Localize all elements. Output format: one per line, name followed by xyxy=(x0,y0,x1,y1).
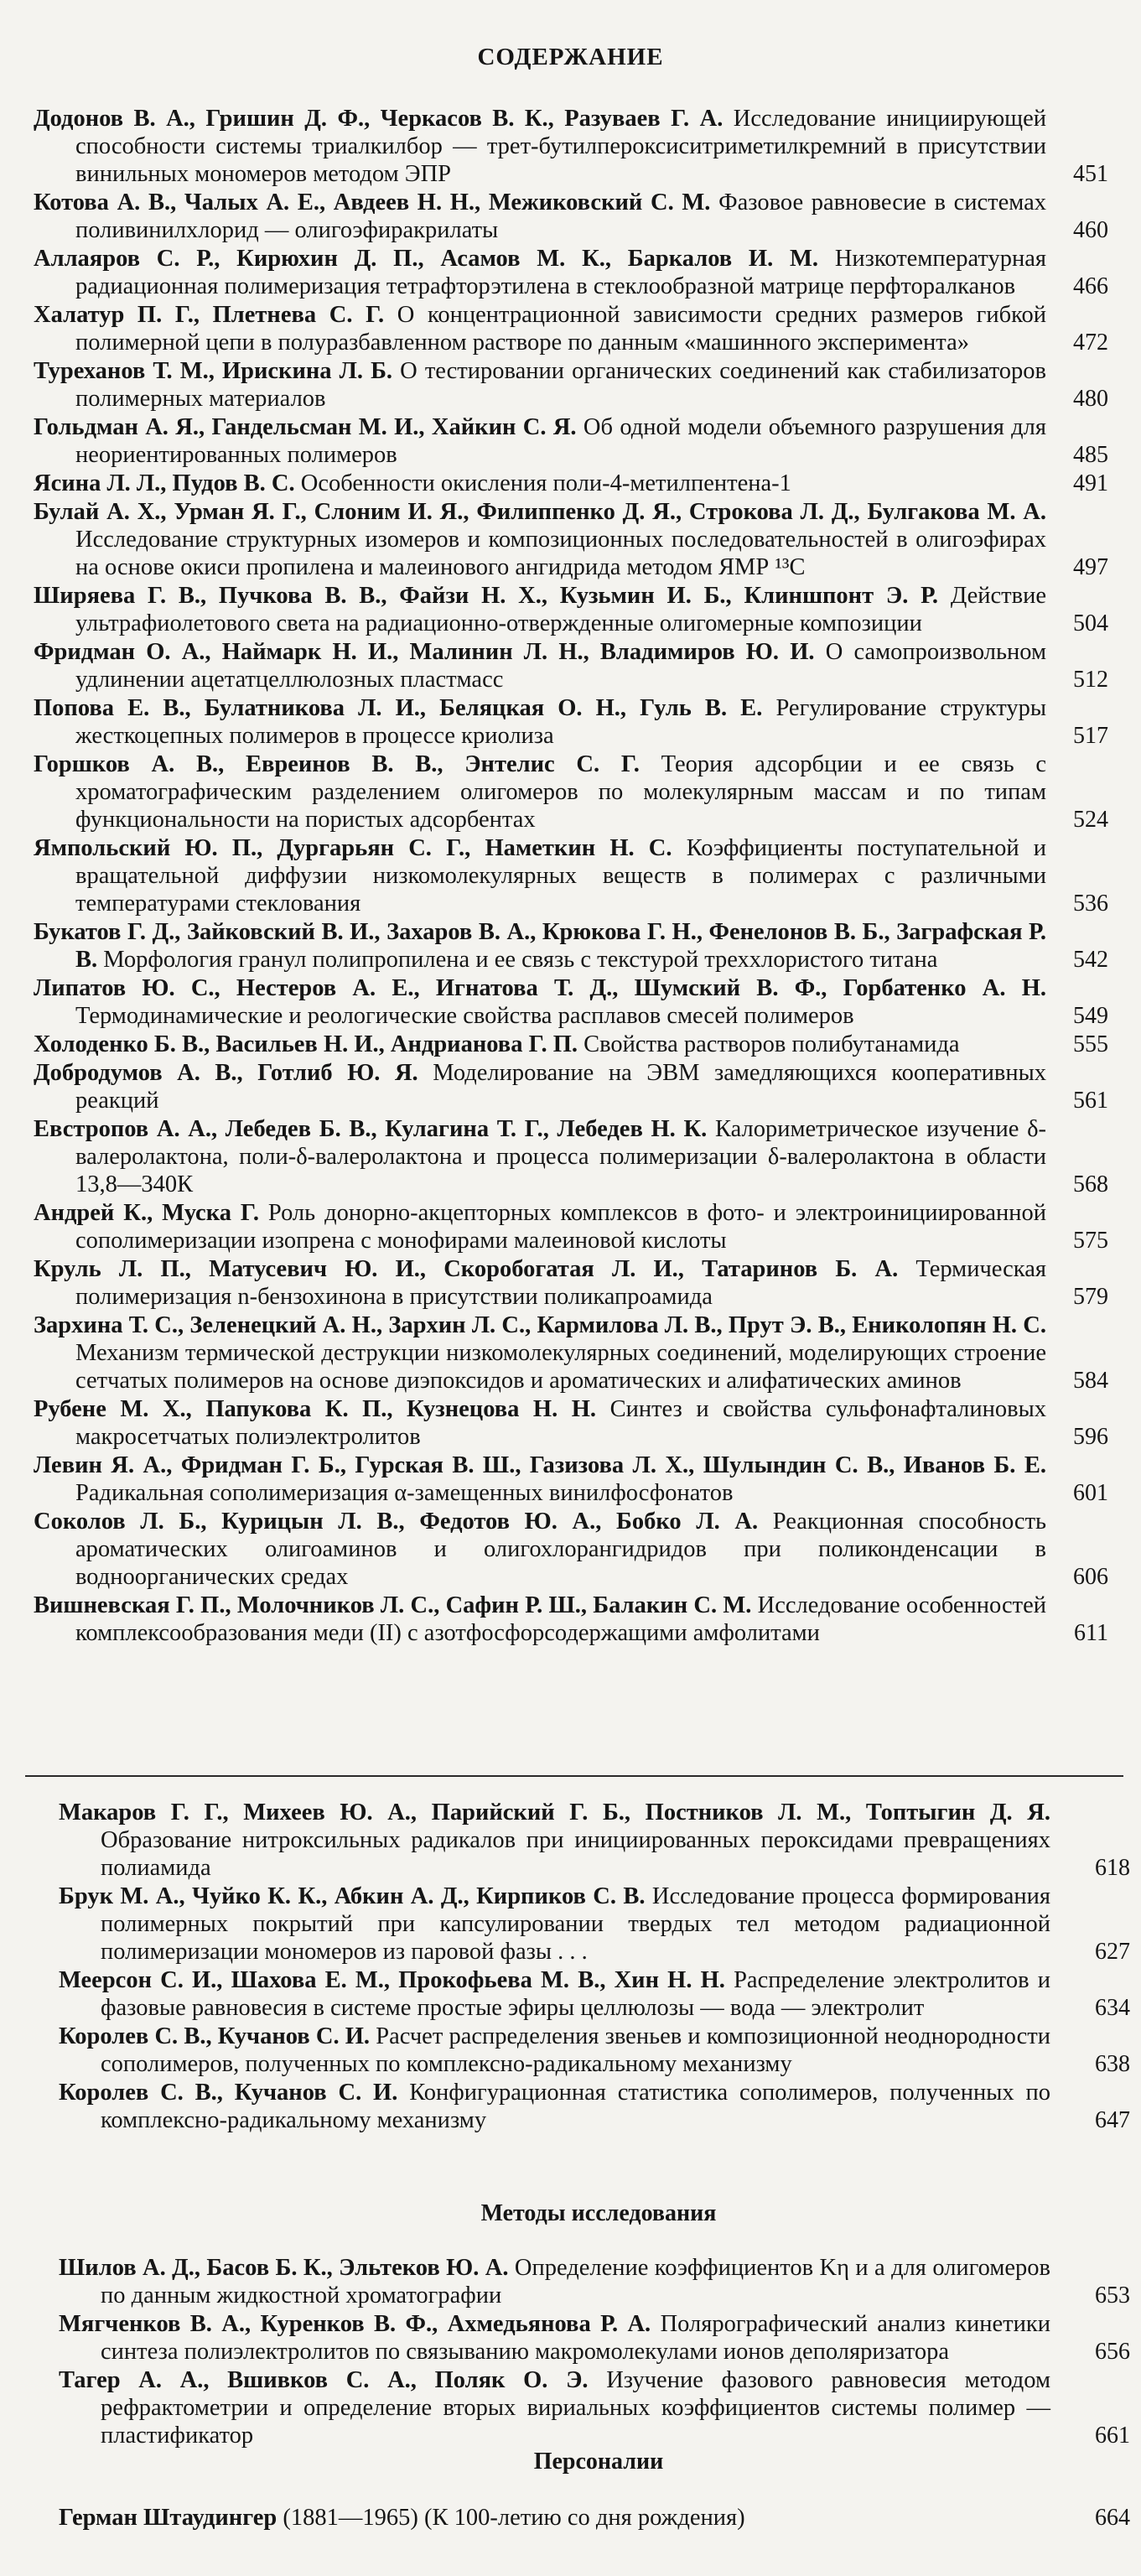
toc-entry xyxy=(34,1031,1138,1058)
entry-title: Теория адсорбции и ее связь с хроматографическим разделением олигомеров по молекулярным массам и по типам функциональности на пористых адсорбентах xyxy=(75,751,1047,833)
entry-text xyxy=(59,2254,1050,2309)
entry-page-number: 504 xyxy=(1073,610,1108,636)
entry-text xyxy=(34,694,1046,750)
entry-title: Особенности окисления поли-4-метилпентена-1 xyxy=(300,470,791,496)
persons-subheading: Персоналии xyxy=(533,2449,664,2475)
entry-authors: Холоденко Б. В., Васильев Н. И., Андрианова Г. П. xyxy=(34,1031,578,1057)
entry-text xyxy=(34,1592,1046,1647)
entry-authors: Брук М. А., Чуйко К. К., Абкин А. Д., Кирпиков С. В. xyxy=(59,1883,646,1909)
entry-text xyxy=(59,2310,1050,2366)
entry-text xyxy=(34,357,1046,413)
entry-text xyxy=(34,1255,1046,1311)
entry-page-number: 618 xyxy=(1095,1855,1130,1881)
entry-page-number: 575 xyxy=(1073,1228,1108,1254)
entry-text xyxy=(34,834,1046,917)
entry-page-number: 664 xyxy=(1095,2505,1130,2531)
entry-authors: Липатов Ю. С., Нестеров А. Е., Игнатова Т. Д., Шумский В. Ф., Горбатенко А. Н. xyxy=(34,975,1046,1001)
entry-text xyxy=(34,1508,1046,1591)
entry-authors: Рубене М. Х., Папукова К. П., Кузнецова Н. Н. xyxy=(34,1396,597,1422)
entry-page-number: 584 xyxy=(1073,1368,1108,1394)
entry-page-number: 451 xyxy=(1073,161,1108,187)
entry-authors: Аллаяров С. Р., Кирюхин Д. П., Асамов М. К., Баркалов И. М. xyxy=(34,246,819,272)
entry-text xyxy=(34,750,1046,834)
toc-entry xyxy=(34,301,1138,356)
entry-authors: Мягченков В. А., Куренков В. Ф., Ахмедьянова Р. А. xyxy=(59,2311,651,2337)
entry-page-number: 466 xyxy=(1073,273,1108,299)
entry-text xyxy=(34,470,1046,497)
toc-entry xyxy=(34,750,1138,834)
entry-authors: Королев С. В., Кучанов С. И. xyxy=(59,2023,371,2049)
entry-title: Радикальная сополимеризация α-замещенных винилфосфонатов xyxy=(75,1480,734,1506)
entry-authors: Зархина Т. С., Зеленецкий А. Н., Зархин Л. С., Кармилова Л. В., Прут Э. В., Ениколопян Н. С. xyxy=(34,1312,1046,1338)
toc-entry xyxy=(59,1883,1138,1966)
entry-title: Термическая полимеризация n-бензохинона в присутствии поликапроамида xyxy=(75,1256,1046,1310)
toc-entry xyxy=(34,1199,1138,1254)
entry-text xyxy=(59,2023,1050,2078)
entry-page-number: 661 xyxy=(1095,2423,1130,2449)
entry-title: Полярографический анализ кинетики синтеза полиэлектролитов по связыванию макромолекулами ионов деполяризатора xyxy=(101,2311,1050,2365)
entry-authors: Вишневская Г. П., Молочников Л. С., Сафин Р. Ш., Балакин С. М. xyxy=(34,1592,752,1618)
entry-text xyxy=(59,1966,1050,2022)
entry-title: Фазовое равновесие в системах поливинилхлорид — олигоэфиракрилаты xyxy=(75,190,1047,243)
toc-entry xyxy=(34,1115,1138,1198)
entry-page-number: 627 xyxy=(1095,1939,1130,1965)
entry-page-number: 485 xyxy=(1073,442,1108,468)
toc-entry xyxy=(59,2310,1138,2366)
toc-persons-section xyxy=(59,2504,1138,2532)
entry-title: Действие ультрафиолетового света на радиационно-отвержденные олигомерные композиции xyxy=(75,583,1046,636)
entry-authors: Котова А. В., Чалых А. Е., Авдеев Н. Н., Межиковский С. М. xyxy=(34,190,711,216)
entry-title: Термодинамические и реологические свойства расплавов смесей полимеров xyxy=(75,1003,854,1029)
entry-text xyxy=(34,1031,1046,1058)
entry-text xyxy=(34,245,1046,300)
entry-page-number: 480 xyxy=(1073,386,1108,412)
entry-text xyxy=(34,638,1046,693)
entry-authors: Королев С. В., Кучанов С. И. xyxy=(59,2080,398,2106)
toc-entry xyxy=(59,2504,1138,2532)
entry-authors: Булай А. Х., Урман Я. Г., Слоним И. Я., Филиппенко Д. Я., Строкова Л. Д., Булгакова М. А. xyxy=(34,499,1046,525)
toc-entry xyxy=(34,105,1138,188)
entry-page-number: 653 xyxy=(1095,2283,1130,2309)
entry-text xyxy=(34,582,1046,637)
entry-title: Регулирование структуры жесткоцепных полимеров в процессе криолиза xyxy=(75,695,1047,749)
entry-text xyxy=(59,2079,1050,2134)
entry-title: Роль донорно-акцепторных комплексов в фото- и электроинициированной сополимеризации изопрена с монофирами малеиновой кислоты xyxy=(75,1200,1046,1254)
entry-authors: Додонов В. А., Гришин Д. Ф., Черкасов В. К., Разуваев Г. А. xyxy=(34,106,723,132)
entry-text xyxy=(34,1199,1046,1254)
entry-title: Низкотемпературная радиационная полимеризация тетрафторэтилена в стеклообразной матрице перфторалканов xyxy=(75,246,1047,299)
toc-entry xyxy=(34,1255,1138,1311)
entry-page-number: 638 xyxy=(1095,2051,1130,2077)
entry-title: Об одной модели объемного разрушения для неориентированных полимеров xyxy=(75,414,1047,468)
entry-title: Моделирование на ЭВМ замедляющихся кооперативных реакций xyxy=(75,1060,1046,1114)
entry-page-number: 517 xyxy=(1073,723,1108,749)
entry-title: Изучение фазового равновесия методом рефрактометрии и определение вторых вириальных коэффициентов системы полимер — пластификатор xyxy=(101,2367,1051,2449)
entry-text xyxy=(34,1311,1046,1394)
entry-page-number: 647 xyxy=(1095,2107,1130,2133)
toc-entry xyxy=(34,357,1138,413)
toc-entry xyxy=(34,413,1138,469)
entry-page-number: 542 xyxy=(1073,947,1108,973)
entry-authors: Халатур П. Г., Плетнева С. Г. xyxy=(34,302,385,328)
entry-authors: Макаров Г. Г., Михеев Ю. А., Парийский Г. Б., Постников Л. М., Топтыгин Д. Я. xyxy=(59,1800,1050,1826)
entry-page-number: 579 xyxy=(1073,1284,1108,1310)
entry-title: Реакционная способность ароматических олигоаминов и олигохлорангидридов при поликонденсации в водноорганических средах xyxy=(75,1509,1047,1590)
entry-title: Распределение электролитов и фазовые равновесия в системе простые эфиры целлюлозы — вода — электролит xyxy=(101,1967,1050,2021)
entry-title: Морфология гранул полипропилена и ее связь с текстурой треххлористого титана xyxy=(103,947,938,973)
entry-text xyxy=(34,974,1046,1030)
entry-authors: Ясина Л. Л., Пудов В. С. xyxy=(34,470,295,496)
entry-page-number: 555 xyxy=(1073,1031,1108,1057)
entry-authors: Меерсон С. И., Шахова Е. М., Прокофьева М. В., Хин Н. Н. xyxy=(59,1967,725,1993)
entry-authors: Букатов Г. Д., Зайковский В. И., Захаров В. А., Крюкова Г. Н., Фенелонов В. Б., Заграфская Р. В. xyxy=(34,919,1046,973)
entry-authors: Герман Штаудингер xyxy=(59,2505,277,2531)
toc-entry xyxy=(59,1966,1138,2022)
section-divider xyxy=(25,1775,1123,1777)
methods-subheading: Методы исследования xyxy=(480,2200,717,2226)
entry-authors: Ямпольский Ю. П., Дургарьян С. Г., Наметкин Н. С. xyxy=(34,835,672,861)
entry-text xyxy=(59,2504,1050,2532)
entry-text xyxy=(34,301,1046,356)
entry-text xyxy=(59,1799,1050,1882)
toc-entry xyxy=(34,582,1138,637)
entry-text xyxy=(34,498,1046,581)
entry-authors: Туреханов Т. М., Ирискина Л. Б. xyxy=(34,358,393,384)
entry-page-number: 634 xyxy=(1095,1995,1130,2021)
toc-entry xyxy=(34,834,1138,917)
entry-page-number: 472 xyxy=(1073,330,1108,356)
entry-page-number: 568 xyxy=(1073,1171,1108,1197)
entry-title: Калориметрическое изучение δ-валеролактона, поли-δ-валеролактона и процесса полимеризации δ-валеролактона в области 13,8—340К xyxy=(75,1116,1047,1197)
entry-page-number: 606 xyxy=(1073,1564,1108,1590)
entry-title: Механизм термической деструкции низкомолекулярных соединений, моделирующих строение сетчатых полимеров на основе диэпоксидов и ароматических и алифатических аминов xyxy=(75,1340,1046,1394)
toc-entry xyxy=(59,1799,1138,1882)
entry-title: Исследование инициирующей способности системы триалкилбор — трет-бутилпероксиситриметилкремний в присутствии винильных мономеров методом ЭПР xyxy=(75,106,1047,187)
toc-entry xyxy=(59,2366,1138,2449)
toc-entry xyxy=(34,974,1138,1030)
entry-authors: Круль Л. П., Матусевич Ю. И., Скоробогатая Л. И., Татаринов Б. А. xyxy=(34,1256,899,1282)
entry-title: Исследование структурных изомеров и композиционных последовательностей в олигоэфирах на основе окиси пропилена и малеинового ангидрида методом ЯМР ¹³С xyxy=(75,527,1046,580)
toc-entry xyxy=(34,189,1138,244)
entry-page-number: 491 xyxy=(1073,470,1108,496)
entry-page-number: 460 xyxy=(1073,217,1108,243)
entry-text xyxy=(34,189,1046,244)
entry-title: Расчет распределения звеньев и композиционной неоднородности сополимеров, полученных по комплексно-радикальному механизму xyxy=(101,2023,1051,2077)
toc-entry xyxy=(34,918,1138,974)
toc-entry xyxy=(34,1059,1138,1114)
entry-title: Свойства растворов полибутанамида xyxy=(583,1031,960,1057)
entry-page-number: 611 xyxy=(1074,1620,1108,1646)
toc-entry xyxy=(34,1508,1138,1591)
entry-text xyxy=(34,1059,1046,1114)
toc-entry xyxy=(34,498,1138,581)
toc-entry xyxy=(59,2254,1138,2309)
toc-entry xyxy=(34,1311,1138,1394)
entry-title: Исследование процесса формирования полимерных покрытий при капсулировании твердых тел методом радиационной полимеризации мономеров из паровой фазы . . . xyxy=(101,1883,1051,1965)
entry-title: Определение коэффициентов Kη и a для олигомеров по данным жидкостной хроматографии xyxy=(101,2255,1050,2309)
entry-page-number: 512 xyxy=(1073,667,1108,693)
entry-authors: Попова Е. В., Булатникова Л. И., Беляцкая О. Н., Гуль В. Е. xyxy=(34,695,763,721)
entry-authors: Шилов А. Д., Басов Б. К., Эльтеков Ю. А. xyxy=(59,2255,509,2281)
entry-title: Образование нитроксильных радикалов при инициированных пероксидами превращениях полиамида xyxy=(101,1827,1050,1881)
entry-page-number: 596 xyxy=(1073,1424,1108,1450)
toc-entry xyxy=(34,638,1138,693)
entry-authors: Горшков А. В., Евреинов В. В., Энтелис С. Г. xyxy=(34,751,640,777)
entry-title: О самопроизвольном удлинении ацетатцеллюлозных пластмасс xyxy=(75,639,1046,693)
entry-title: (1881—1965) (К 100-летию со дня рождения) xyxy=(283,2505,745,2531)
entry-title: О концентрационной зависимости средних размеров гибкой полимерной цепи в полуразбавленном растворе по данным «машинного эксперимента» xyxy=(75,302,1046,356)
toc-methods-section xyxy=(59,2254,1138,2450)
toc-entry xyxy=(59,2023,1138,2078)
toc-entry xyxy=(34,1395,1138,1451)
entry-page-number: 536 xyxy=(1073,891,1108,917)
toc-short-communications xyxy=(59,1799,1138,2135)
toc-entry xyxy=(34,245,1138,300)
entry-text xyxy=(34,918,1046,974)
entry-authors: Соколов Л. Б., Курицын Л. В., Федотов Ю. А., Бобко Л. А. xyxy=(34,1509,759,1535)
entry-text xyxy=(59,1883,1050,1966)
entry-title: Исследование особенностей комплексообразования меди (II) с азотфосфорсодержащими амфолитами xyxy=(75,1592,1046,1646)
entry-authors: Ширяева Г. В., Пучкова В. В., Файзи Н. Х., Кузьмин И. Б., Клиншпонт Э. Р. xyxy=(34,583,939,609)
entry-authors: Евстропов А. А., Лебедев Б. В., Кулагина Т. Г., Лебедев Н. К. xyxy=(34,1116,708,1142)
entry-authors: Тагер А. А., Вшивков С. А., Поляк О. Э. xyxy=(59,2367,589,2393)
entry-text xyxy=(34,1395,1046,1451)
entry-page-number: 549 xyxy=(1073,1003,1108,1029)
toc-main-section xyxy=(34,105,1138,1648)
entry-authors: Левин Я. А., Фридман Г. Б., Гурская В. Ш., Газизова Л. Х., Шулындин С. В., Иванов Б. Е. xyxy=(34,1452,1046,1478)
entry-text xyxy=(59,2366,1050,2449)
entry-page-number: 656 xyxy=(1095,2339,1130,2365)
entry-authors: Гольдман А. Я., Гандельсман М. И., Хайкин С. Я. xyxy=(34,414,577,440)
entry-title: О тестировании органических соединений как стабилизаторов полимерных материалов xyxy=(75,358,1047,412)
entry-text xyxy=(34,413,1046,469)
entry-title: Конфигурационная статистика сополимеров, полученных по комплексно-радикальному механизму xyxy=(101,2080,1051,2133)
entry-page-number: 561 xyxy=(1073,1088,1108,1114)
toc-entry xyxy=(59,2079,1138,2134)
entry-page-number: 601 xyxy=(1073,1480,1108,1506)
entry-page-number: 497 xyxy=(1073,554,1108,580)
entry-title: Коэффициенты поступательной и вращательной диффузии низкомолекулярных веществ в полимерах с различными температурами стеклования xyxy=(75,835,1047,917)
entry-text xyxy=(34,105,1046,188)
entry-title: Синтез и свойства сульфонафталиновых макросетчатых полиэлектролитов xyxy=(75,1396,1046,1450)
toc-entry xyxy=(34,1452,1138,1507)
entry-text xyxy=(34,1115,1046,1198)
entry-authors: Добродумов А. В., Готлиб Ю. Я. xyxy=(34,1060,418,1086)
entry-authors: Фридман О. А., Наймарк Н. И., Малинин Л. Н., Владимиров Ю. И. xyxy=(34,639,815,665)
toc-entry xyxy=(34,694,1138,750)
entry-page-number: 524 xyxy=(1073,807,1108,833)
contents-heading: СОДЕРЖАНИЕ xyxy=(477,44,664,70)
entry-text xyxy=(34,1452,1046,1507)
toc-entry xyxy=(34,1592,1138,1647)
entry-authors: Андрей К., Муска Г. xyxy=(34,1200,259,1226)
toc-entry xyxy=(34,470,1138,497)
